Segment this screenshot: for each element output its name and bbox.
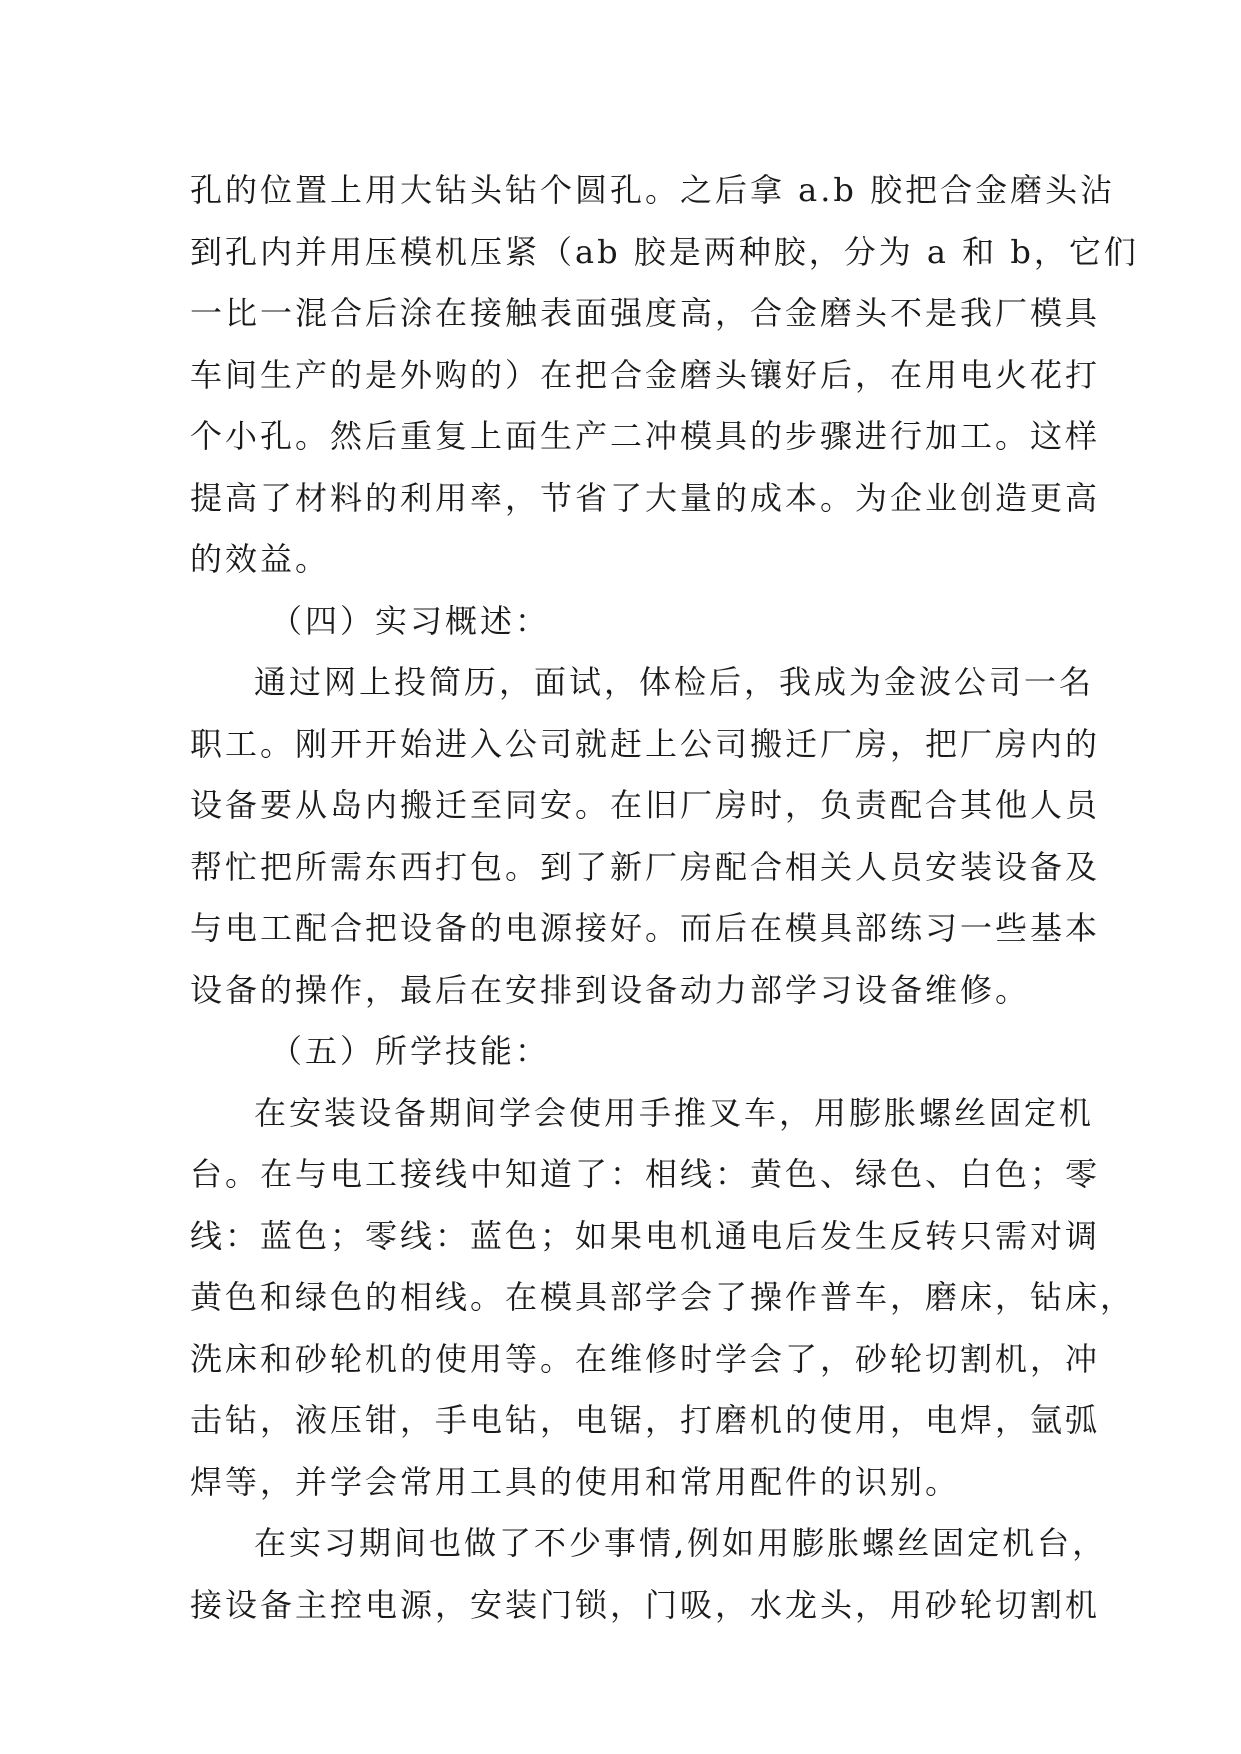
text-line: 一比一混合后涂在接触表面强度高，合金磨头不是我厂模具: [190, 294, 1101, 332]
text-line: 设备的操作，最后在安排到设备动力部学习设备维修。: [190, 970, 1031, 1009]
text-line: 设备要从岛内搬迁至同安。在旧厂房时，负责配合其他人员: [190, 786, 1101, 824]
section-heading: （四）实习概述：: [270, 601, 551, 640]
text-line: 与电工配合把设备的电源接好。而后在模具部练习一些基本: [190, 909, 1101, 947]
text-line: 提高了材料的利用率，节省了大量的成本。为企业创造更高: [190, 478, 1101, 517]
section-heading: （五）所学技能：: [270, 1032, 551, 1070]
document-body: [190, 160, 1139, 1636]
text-line: 接设备主控电源，安装门锁，门吸，水龙头，用砂轮切割机: [190, 1585, 1101, 1624]
text-line: 职工。刚开开始进入公司就赶上公司搬迁厂房，把厂房内的: [190, 724, 1101, 763]
text-line: 个小孔。然后重复上面生产二冲模具的步骤进行加工。这样: [190, 417, 1101, 455]
text-line: 台。在与电工接线中知道了：相线：黄色、绿色、白色；零: [190, 1155, 1101, 1193]
text-line: 在安装设备期间学会使用手推叉车，用膨胀螺丝固定机: [254, 1093, 1095, 1132]
text-line: 到孔内并用压模机压紧（ab 胶是两种胶，分为 a 和 b，它们: [190, 232, 1139, 271]
text-line: 孔的位置上用大钻头钻个圆孔。之后拿 a.b 胶把合金磨头沾: [190, 171, 1116, 209]
text-line: 通过网上投简历，面试，体检后，我成为金波公司一名: [254, 663, 1095, 701]
text-line: 击钻，液压钳，手电钻，电锯，打磨机的使用，电焊，氩弧: [190, 1401, 1101, 1439]
text-line: 车间生产的是外购的）在把合金磨头镶好后，在用电火花打: [190, 355, 1101, 394]
text-line: 黄色和绿色的相线。在模具部学会了操作普车，磨床，钻床，: [190, 1278, 1136, 1316]
text-line: 焊等，并学会常用工具的使用和常用配件的识别。: [190, 1462, 961, 1501]
text-line: 线：蓝色；零线：蓝色；如果电机通电后发生反转只需对调: [190, 1216, 1101, 1255]
text-line: 洗床和砂轮机的使用等。在维修时学会了，砂轮切割机，冲: [190, 1339, 1101, 1378]
text-line: 在实习期间也做了不少事情,例如用膨胀螺丝固定机台，: [254, 1524, 1108, 1562]
text-line: 的效益。: [190, 540, 331, 578]
text-line: 帮忙把所需东西打包。到了新厂房配合相关人员安装设备及: [190, 847, 1101, 886]
